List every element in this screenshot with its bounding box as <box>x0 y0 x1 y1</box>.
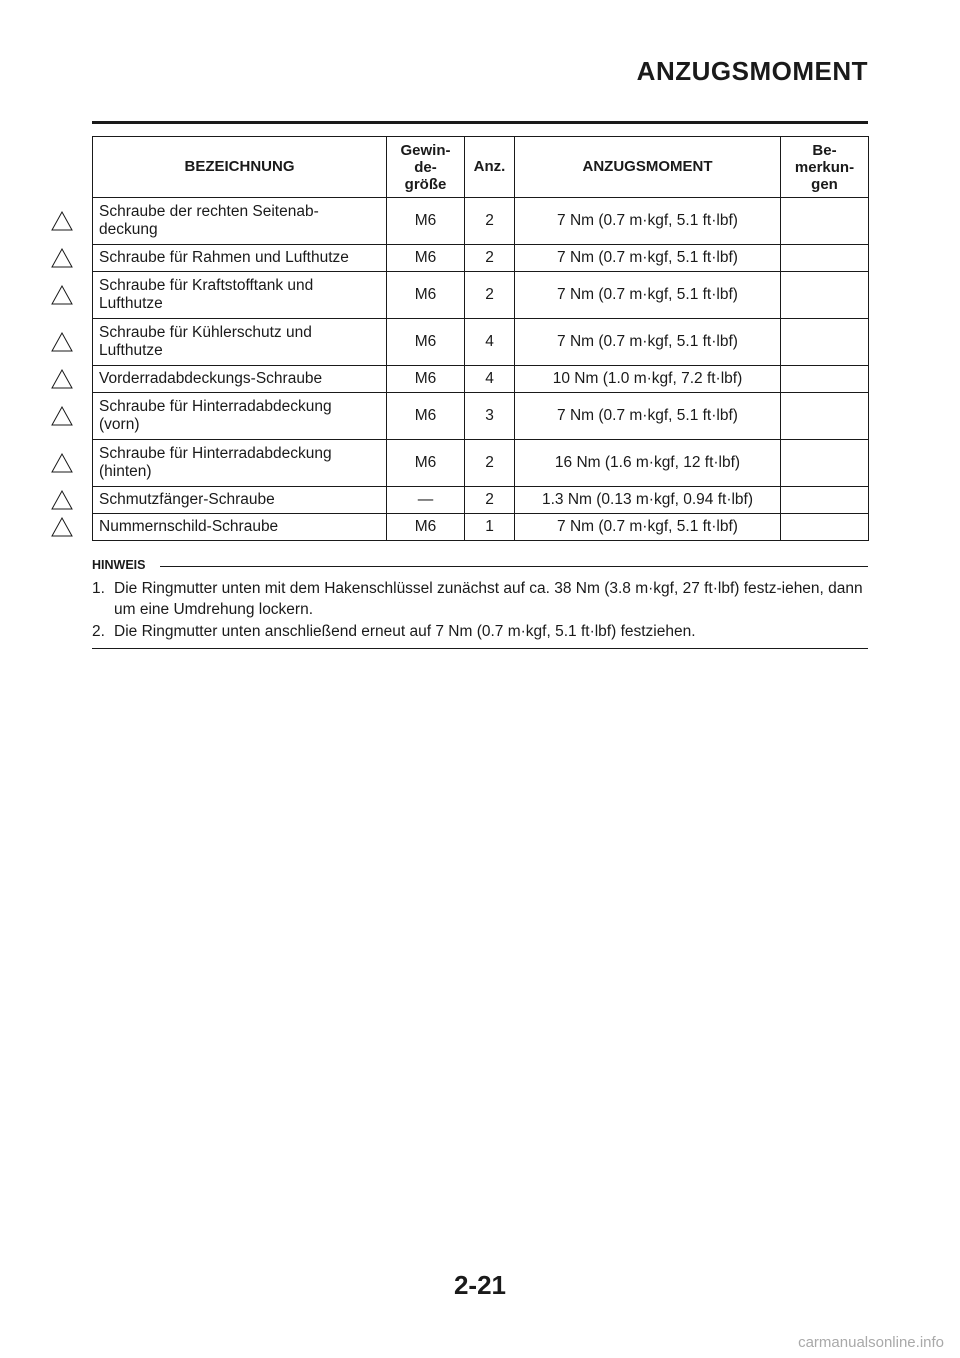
cell-thread-size: M6 <box>387 319 465 366</box>
table-row <box>93 245 869 272</box>
column-header-remarks-line3: gen <box>811 175 838 193</box>
warning-triangle-icon <box>51 332 73 352</box>
cell-thread-size: M6 <box>387 440 465 487</box>
cell-name-line2: Lufthutze <box>99 295 163 312</box>
column-header-thread-size-line3: größe <box>404 175 447 193</box>
table-row <box>93 440 869 487</box>
cell-torque: 10 Nm (1.0 m·kgf, 7.2 ft·lbf) <box>515 366 781 393</box>
cell-name-line1: Vorderradabdeckungs-Schraube <box>99 370 323 387</box>
table-row <box>93 198 869 245</box>
column-header-name: BEZEICHNUNG <box>93 137 387 198</box>
cell-quantity: 3 <box>465 393 515 440</box>
cell-name-line1: Schraube für Kraftstofftank und <box>99 277 314 294</box>
cell-name <box>93 319 387 366</box>
cell-remarks <box>781 514 869 541</box>
watermark: carmanualsonline.info <box>798 1334 944 1351</box>
note-item <box>92 578 868 620</box>
table-row <box>93 487 869 514</box>
cell-thread-size: M6 <box>387 366 465 393</box>
table-row <box>93 319 869 366</box>
column-header-remarks-line2: merkun- <box>794 158 855 176</box>
page-title: ANZUGSMOMENT <box>636 56 868 86</box>
warning-triangle-icon <box>51 369 73 389</box>
column-header-thread-size-line2: de- <box>414 158 437 176</box>
cell-remarks <box>781 319 869 366</box>
cell-name-line2: deckung <box>99 221 158 238</box>
cell-torque: 1.3 Nm (0.13 m·kgf, 0.94 ft·lbf) <box>515 487 781 514</box>
table-body <box>93 198 869 541</box>
note-item-text: Die Ringmutter unten anschließend erneut auf 7 Nm (0.7 m·kgf, 5.1 ft·lbf) festziehen. <box>114 623 696 640</box>
table-row <box>93 514 869 541</box>
cell-remarks <box>781 393 869 440</box>
cell-name-line1: Schmutzfänger-Schraube <box>99 491 275 508</box>
cell-quantity: 2 <box>465 487 515 514</box>
cell-thread-size: M6 <box>387 393 465 440</box>
cell-name-line1: Schraube für Hinterradabdeckung <box>99 398 332 415</box>
cell-name <box>93 272 387 319</box>
table-row <box>93 366 869 393</box>
table-row <box>93 393 869 440</box>
note-item-text: Die Ringmutter unten mit dem Hakenschlüssel zunächst auf ca. 38 Nm (3.8 m·kgf, 27 ft·lbf) festz-iehen, dann um eine Umdrehung lockern. <box>114 580 863 618</box>
cell-name <box>93 487 387 514</box>
cell-name <box>93 440 387 487</box>
cell-quantity: 2 <box>465 440 515 487</box>
cell-remarks <box>781 440 869 487</box>
column-header-thread-size-line1: Gewin- <box>400 141 451 159</box>
column-header-thread-size <box>387 137 465 198</box>
cell-torque: 7 Nm (0.7 m·kgf, 5.1 ft·lbf) <box>515 245 781 272</box>
cell-quantity: 2 <box>465 198 515 245</box>
note-label: HINWEIS <box>92 558 146 572</box>
table-row <box>93 272 869 319</box>
column-header-remarks-line1: Be- <box>812 141 837 159</box>
note-item-number: 1. <box>92 580 105 597</box>
cell-name-line1: Schraube für Rahmen und Lufthutze <box>99 249 349 266</box>
cell-torque: 7 Nm (0.7 m·kgf, 5.1 ft·lbf) <box>515 198 781 245</box>
cell-name <box>93 245 387 272</box>
torque-table <box>92 136 869 541</box>
cell-thread-size: M6 <box>387 514 465 541</box>
column-header-quantity: Anz. <box>465 137 515 198</box>
cell-name <box>93 198 387 245</box>
note-item-number: 2. <box>92 623 105 640</box>
cell-remarks <box>781 366 869 393</box>
warning-triangle-icon <box>51 211 73 231</box>
cell-thread-size: — <box>387 487 465 514</box>
warning-triangle-icon <box>51 453 73 473</box>
cell-name-line1: Schraube für Hinterradabdeckung <box>99 445 332 462</box>
cell-quantity: 1 <box>465 514 515 541</box>
note-item <box>92 621 868 642</box>
cell-thread-size: M6 <box>387 245 465 272</box>
cell-name-line1: Schraube der rechten Seitenab- <box>99 203 319 220</box>
cell-name-line2: (hinten) <box>99 463 152 480</box>
title-divider <box>92 121 868 124</box>
column-header-remarks <box>781 137 869 198</box>
cell-name-line1: Schraube für Kühlerschutz und <box>99 324 312 341</box>
cell-quantity: 2 <box>465 245 515 272</box>
cell-quantity: 4 <box>465 366 515 393</box>
note-divider <box>160 566 868 567</box>
cell-quantity: 4 <box>465 319 515 366</box>
note-list <box>92 578 868 643</box>
column-header-torque: ANZUGSMOMENT <box>515 137 781 198</box>
cell-quantity: 2 <box>465 272 515 319</box>
note-bottom-divider <box>92 648 868 649</box>
cell-name-line2: Lufthutze <box>99 342 163 359</box>
cell-name-line2: (vorn) <box>99 416 140 433</box>
cell-torque: 7 Nm (0.7 m·kgf, 5.1 ft·lbf) <box>515 514 781 541</box>
cell-torque: 7 Nm (0.7 m·kgf, 5.1 ft·lbf) <box>515 393 781 440</box>
cell-thread-size: M6 <box>387 198 465 245</box>
cell-torque: 7 Nm (0.7 m·kgf, 5.1 ft·lbf) <box>515 272 781 319</box>
cell-remarks <box>781 245 869 272</box>
warning-triangle-icon <box>51 406 73 426</box>
cell-remarks <box>781 272 869 319</box>
warning-triangle-icon <box>51 490 73 510</box>
cell-remarks <box>781 198 869 245</box>
cell-name <box>93 366 387 393</box>
warning-triangle-icon <box>51 285 73 305</box>
table-header-row <box>93 137 869 198</box>
cell-torque: 7 Nm (0.7 m·kgf, 5.1 ft·lbf) <box>515 319 781 366</box>
cell-thread-size: M6 <box>387 272 465 319</box>
cell-name-line1: Nummernschild-Schraube <box>99 518 279 535</box>
page-number: 2-21 <box>453 1270 507 1300</box>
cell-name <box>93 393 387 440</box>
cell-name <box>93 514 387 541</box>
cell-torque: 16 Nm (1.6 m·kgf, 12 ft·lbf) <box>515 440 781 487</box>
cell-remarks <box>781 487 869 514</box>
warning-triangle-icon <box>51 248 73 268</box>
warning-triangle-icon <box>51 517 73 537</box>
